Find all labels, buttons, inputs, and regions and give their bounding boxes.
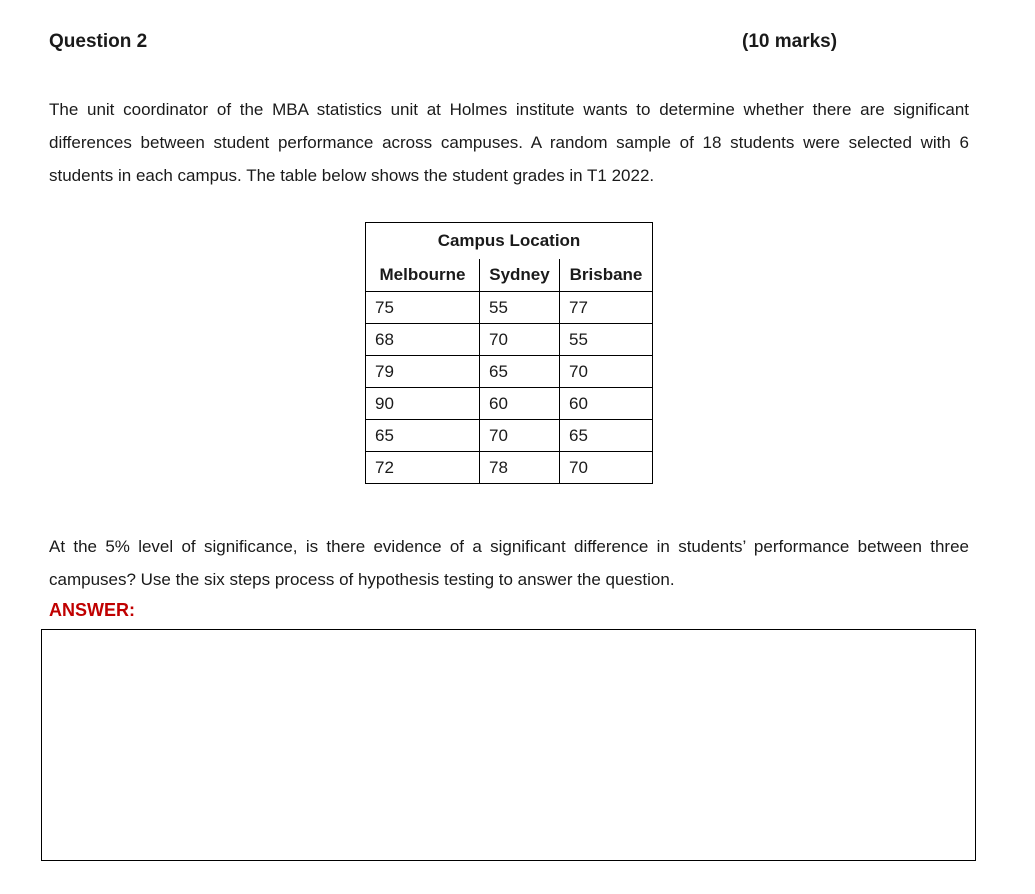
table-cell: 79 [366,356,480,388]
question-title: Question 2 [49,31,148,52]
table-cell: 65 [480,356,560,388]
table-cell: 70 [560,452,653,484]
table-cell: 90 [366,388,480,420]
table-row [366,452,653,484]
table-cell: 60 [560,388,653,420]
table-cell: 78 [480,452,560,484]
campus-location-header: Campus Location [366,223,653,259]
column-header-sydney: Sydney [480,259,560,292]
table-cell: 70 [560,356,653,388]
question-marks: (10 marks) [742,31,838,52]
table-cell: 75 [366,292,480,324]
table-cell: 65 [560,420,653,452]
table-group-header-row [366,223,653,259]
table-row [366,292,653,324]
table-row [366,388,653,420]
table-row [366,420,653,452]
table-cell: 72 [366,452,480,484]
table-cell: 77 [560,292,653,324]
answer-box[interactable] [41,629,976,861]
table-cell: 70 [480,420,560,452]
table-cell: 68 [366,324,480,356]
table-column-header-row [366,259,653,292]
question-prompt: At the 5% level of significance, is there evidence of a significant difference in students’ performance between three campuses? Use the six steps process of hypothesis testing to answer the question. [49,537,969,589]
table-cell: 70 [480,324,560,356]
table-row [366,324,653,356]
table-cell: 65 [366,420,480,452]
table-cell: 60 [480,388,560,420]
table-cell: 55 [560,324,653,356]
column-header-brisbane: Brisbane [560,259,653,292]
table-row [366,356,653,388]
column-header-melbourne: Melbourne [366,259,480,292]
answer-label: ANSWER: [49,600,135,620]
grades-table [365,222,653,484]
table-cell: 55 [480,292,560,324]
question-intro: The unit coordinator of the MBA statistics unit at Holmes institute wants to determine whether there are significant differences between student performance across campuses. A random sample of 18 students were selected with 6 students in each campus. The table below shows the student grades in T1 2022. [49,100,969,185]
